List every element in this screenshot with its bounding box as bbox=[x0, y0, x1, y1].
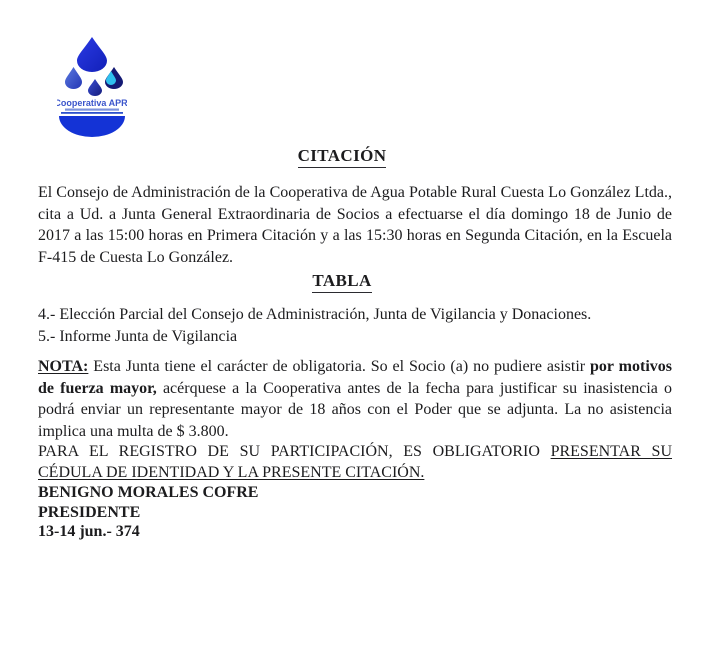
nota-text-2: acérquese a la Cooperativa antes de la fecha para justificar su inasistencia o podrá enviar un representante mayor de 18 años con el Poder que se adjunta. La no asistencia implica una multa de $ 3.800. bbox=[38, 379, 673, 440]
tabla-items bbox=[38, 304, 672, 347]
tabla-heading-text: TABLA bbox=[312, 271, 371, 293]
logo-divider-line bbox=[61, 112, 123, 114]
logo-brand-text: Cooperativa APR bbox=[57, 98, 127, 108]
citacion-heading bbox=[38, 146, 672, 168]
nota-text-1: Esta Junta tiene el carácter de obligatoria. So el Socio (a) no pudiere asistir bbox=[88, 358, 591, 375]
tabla-item-5: 5.- Informe Junta de Vigilancia bbox=[38, 327, 238, 345]
signature-block bbox=[38, 483, 672, 542]
water-drop-large-icon bbox=[77, 37, 107, 72]
cooperativa-apr-logo bbox=[57, 37, 127, 138]
water-drop-small-icon bbox=[88, 79, 102, 96]
signature-reference: 13-14 jun.- 374 bbox=[38, 523, 140, 540]
water-drops-logo-icon bbox=[57, 37, 127, 138]
document-content bbox=[38, 146, 672, 542]
intro-paragraph: El Consejo de Administración de la Cooperativa de Agua Potable Rural Cuesta Lo González Ltda., cita a Ud. a Junta General Extraordinaria de Socios a efectuarse el día domingo 18 de Junio de 2017 a las 15:00 horas en Primera Citación y a las 15:30 horas en Segunda Citación, en la Escuela F-415 de Cuesta Lo González. bbox=[38, 184, 672, 266]
citacion-heading-text: CITACIÓN bbox=[298, 146, 387, 168]
registro-underlined-text: PRESENTAR SU CÉDULA DE IDENTIDAD Y LA PRESENTE CITACIÓN. bbox=[38, 443, 673, 481]
nota-bold-text: por motivos de fuerza mayor, bbox=[38, 358, 672, 397]
registro-paragraph bbox=[38, 442, 672, 483]
nota-paragraph bbox=[38, 356, 672, 442]
tabla-item-4: 4.- Elección Parcial del Consejo de Administración, Junta de Vigilancia y Donaciones. bbox=[38, 306, 592, 323]
tabla-heading bbox=[38, 271, 672, 293]
water-drop-left-icon bbox=[65, 67, 82, 89]
signature-title: PRESIDENTE bbox=[38, 503, 141, 521]
logo-tagline bbox=[65, 109, 119, 111]
registro-text: PARA EL REGISTRO DE SU PARTICIPACIÓN, ES OBLIGATORIO bbox=[38, 443, 551, 460]
nota-label: NOTA: bbox=[38, 358, 89, 375]
signature-name: BENIGNO MORALES COFRE bbox=[38, 484, 259, 501]
water-bowl-icon bbox=[59, 116, 125, 137]
